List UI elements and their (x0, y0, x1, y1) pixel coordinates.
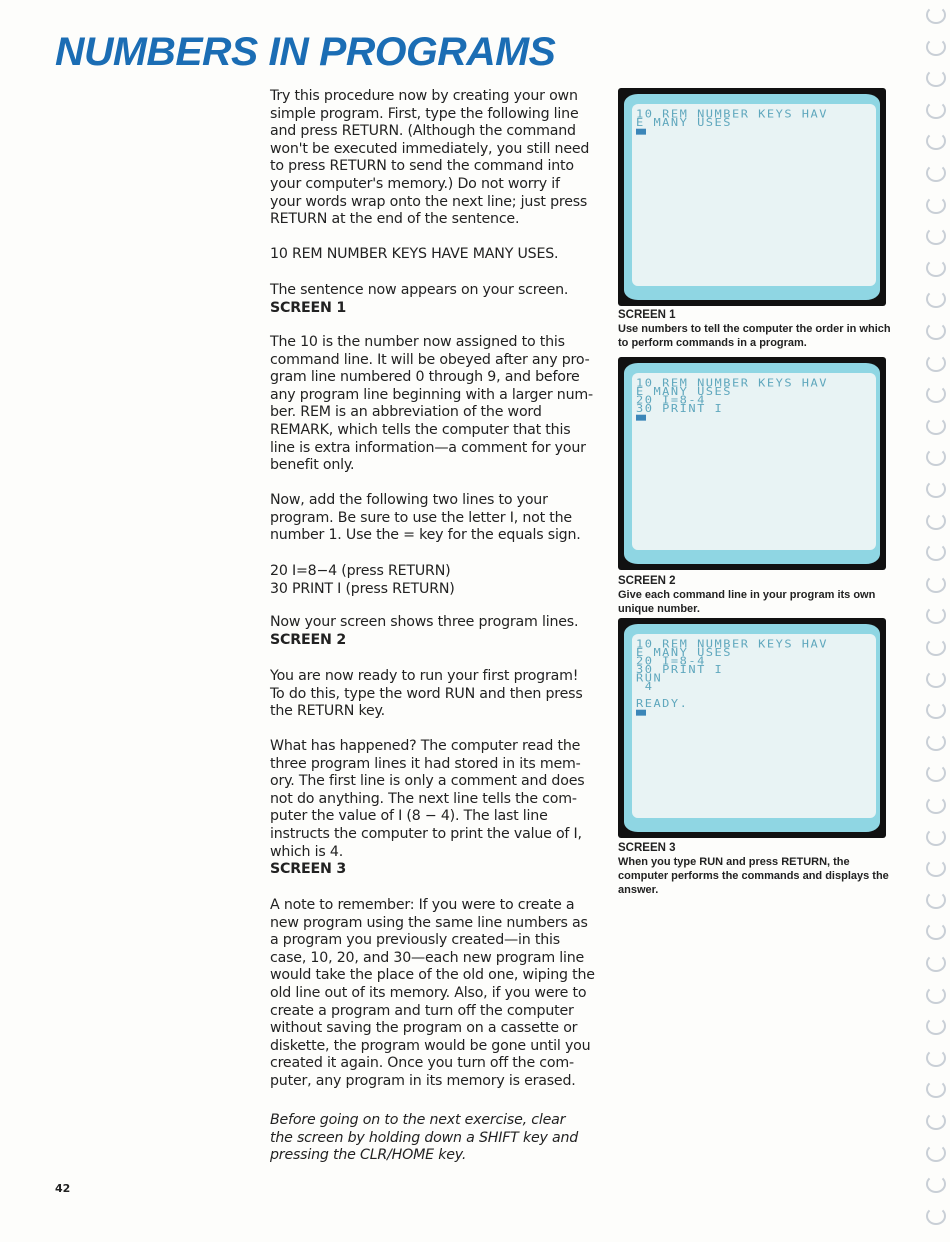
code-lines-20-30: 20 I=8−4 (press RETURN) 30 PRINT I (press RETURN) (270, 563, 455, 597)
binding-ring (926, 701, 946, 719)
binding-ring (926, 512, 946, 530)
code-line-10: 10 REM NUMBER KEYS HAVE MANY USES. (270, 246, 559, 262)
screen-ref: SCREEN 1 (270, 299, 347, 316)
binding-ring (926, 922, 946, 940)
paragraph-line-number: The 10 is the number now assigned to this command line. It will be obeyed after any pro- gram line numbered 0 through 9, and before any program line beginning with a larger num- ber. REM is an abbreviation of the word REMARK, which tells the computer that this line is extra information—a comment for your benefit only. (270, 334, 593, 474)
screen-2-photo (618, 357, 886, 570)
binding-ring (926, 1049, 946, 1067)
paragraph-sentence (270, 282, 600, 317)
binding-ring (926, 1144, 946, 1162)
binding-ring (926, 164, 946, 182)
binding-ring (926, 38, 946, 56)
binding-ring (926, 354, 946, 372)
paragraph-intro: Try this procedure now by creating your own simple program. First, type the following line and press RETURN. (Although the command won't be executed immediately, you still need to press RETURN to send the command into your computer's memory.) Do not worry if your words wrap onto the next line; just press RETURN at the end of the sentence. (270, 88, 590, 228)
binding-ring (926, 764, 946, 782)
screen-1-photo (618, 88, 886, 306)
paragraph-note: A note to remember: If you were to create a new program using the same line numbers as a program you previously created—in this case, 10, 20, and 30—each new program line would take the place of the old one, wiping the old line out of its memory. Also, if you were to create a program and turn off the computer without saving the program on a cassette or diskette, the program would be gone until you created it again. Once you turn off the com- puter, any program in its memory is erased. (270, 897, 595, 1089)
screen-1-caption: SCREEN 1 Use numbers to tell the computer the order in which to perform commands in a program. (618, 309, 891, 349)
binding-ring (926, 796, 946, 814)
page-title: NUMBERS IN PROGRAMS (55, 30, 556, 74)
binding-ring (926, 132, 946, 150)
screen-ref: SCREEN 2 (270, 631, 347, 648)
binding-ring (926, 322, 946, 340)
binding-ring (926, 638, 946, 656)
cursor (636, 415, 646, 421)
binding-ring (926, 101, 946, 119)
text: What has happened? The computer read the three program lines it had stored in its mem- ory. The first line is only a comment and does not do anything. The next line tells the com- puter the value of I (8 − 4). The last line instructs the computer to print the value of I, which is 4. (270, 738, 585, 860)
screen-3-caption: SCREEN 3 When you type RUN and press RETURN, the computer performs the commands and displays the answer. (618, 842, 889, 896)
binding-ring (926, 69, 946, 87)
screen-3-photo (618, 618, 886, 838)
terminal-text: 10 REM NUMBER KEYS HAV E MANY USES (636, 110, 828, 136)
binding-ring (926, 575, 946, 593)
paragraph-three-lines (270, 614, 600, 649)
text: Now your screen shows three program lines. (270, 614, 579, 630)
binding-ring (926, 1080, 946, 1098)
binding-ring (926, 417, 946, 435)
binding-ring (926, 954, 946, 972)
binding-ring (926, 1112, 946, 1130)
binding-ring (926, 385, 946, 403)
binding-ring (926, 670, 946, 688)
binding-ring (926, 480, 946, 498)
binding-ring (926, 196, 946, 214)
terminal-text: 10 REM NUMBER KEYS HAV E MANY USES 20 I=8-4 30 PRINT I RUN 4 READY. (636, 640, 828, 717)
terminal-text: 10 REM NUMBER KEYS HAV E MANY USES 20 I=8-4 30 PRINT I (636, 379, 828, 422)
binding-ring (926, 290, 946, 308)
binding-ring (926, 6, 946, 24)
paragraph-what-happened (270, 738, 600, 879)
cursor (636, 129, 646, 135)
page-number: 42 (55, 1182, 71, 1195)
binding-ring (926, 606, 946, 624)
binding-ring (926, 1017, 946, 1035)
paragraph-instruction: Before going on to the next exercise, clear the screen by holding down a SHIFT key and pressing the CLR/HOME key. (270, 1112, 579, 1164)
binding-ring (926, 733, 946, 751)
text: The sentence now appears on your screen. (270, 282, 569, 298)
binding-ring (926, 828, 946, 846)
cursor (636, 710, 646, 716)
binding-ring (926, 227, 946, 245)
binding-ring (926, 543, 946, 561)
paragraph-run: You are now ready to run your first program! To do this, type the word RUN and then press the RETURN key. (270, 668, 583, 720)
paragraph-add-lines: Now, add the following two lines to your program. Be sure to use the letter I, not the number 1. Use the = key for the equals sign. (270, 492, 581, 544)
binding-ring (926, 891, 946, 909)
binding-ring (926, 259, 946, 277)
binding-ring (926, 986, 946, 1004)
binding-ring (926, 859, 946, 877)
screen-ref: SCREEN 3 (270, 861, 347, 878)
binding-ring (926, 1207, 946, 1225)
binding-ring (926, 448, 946, 466)
binding-ring (926, 1175, 946, 1193)
screen-2-caption: SCREEN 2 Give each command line in your program its own unique number. (618, 575, 876, 615)
